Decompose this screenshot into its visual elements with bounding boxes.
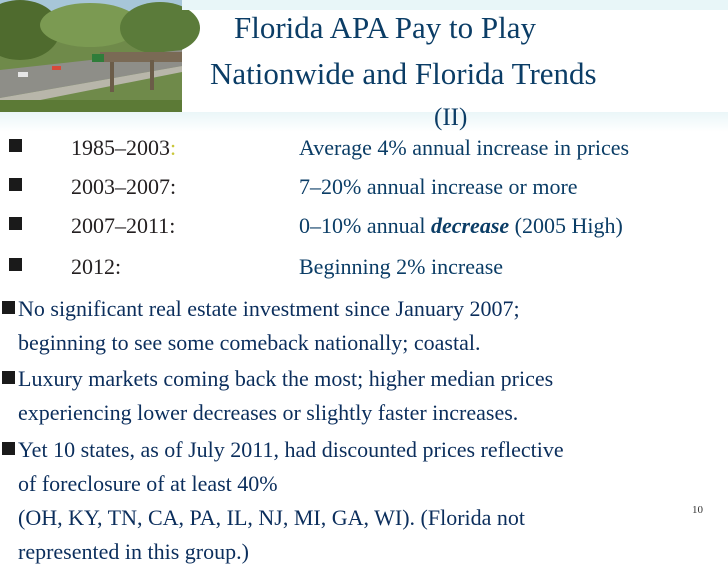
header-band — [182, 0, 728, 10]
trend-description: 0–10% annual decrease (2005 High) — [299, 213, 623, 238]
highway-bridge-photo — [0, 0, 182, 112]
paragraph-text: No significant real estate investment since January 2007; beginning to see some comeback nationally; coastal. — [18, 296, 520, 355]
square-bullet-icon — [9, 139, 22, 152]
page-number: 10 — [692, 504, 703, 516]
photo-scene — [0, 0, 182, 112]
title-line-1: Florida APA Pay to Play — [234, 10, 537, 45]
bullet-paragraph — [0, 433, 722, 573]
paragraph-text: Yet 10 states, as of July 2011, had discounted prices reflective of foreclosure of at least 40% (OH, KY, TN, CA, PA, IL, NJ, MI, GA, WI). (Florida not represented in this group.) — [18, 437, 564, 564]
paragraph-text: Luxury markets coming back the most; higher median prices experiencing lower decreases or slightly faster increases. — [18, 366, 554, 425]
trend-period: 2003–2007: — [71, 174, 177, 199]
square-bullet-icon — [9, 178, 22, 191]
trend-colon: : — [170, 135, 177, 160]
header-fade-band — [0, 112, 728, 132]
trend-description: 7–20% annual increase or more — [299, 174, 578, 199]
trend-period: 2007–2011: — [71, 213, 176, 238]
title-line-3: (II) — [434, 104, 468, 131]
bullet-paragraph — [0, 292, 722, 362]
title-line-2: Nationwide and Florida Trends — [210, 56, 597, 91]
trend-description: Beginning 2% increase — [299, 254, 504, 279]
bullet-paragraph — [0, 362, 722, 432]
square-bullet-icon — [2, 371, 15, 384]
trend-period: 1985–2003: — [71, 135, 177, 160]
emphasis-text: decrease — [430, 213, 510, 238]
square-bullet-icon — [2, 301, 15, 314]
square-bullet-icon — [9, 217, 22, 230]
square-bullet-icon — [9, 258, 22, 271]
trend-period: 2012: — [71, 254, 122, 279]
trend-description: Average 4% annual increase in prices — [299, 135, 630, 160]
square-bullet-icon — [2, 442, 15, 455]
